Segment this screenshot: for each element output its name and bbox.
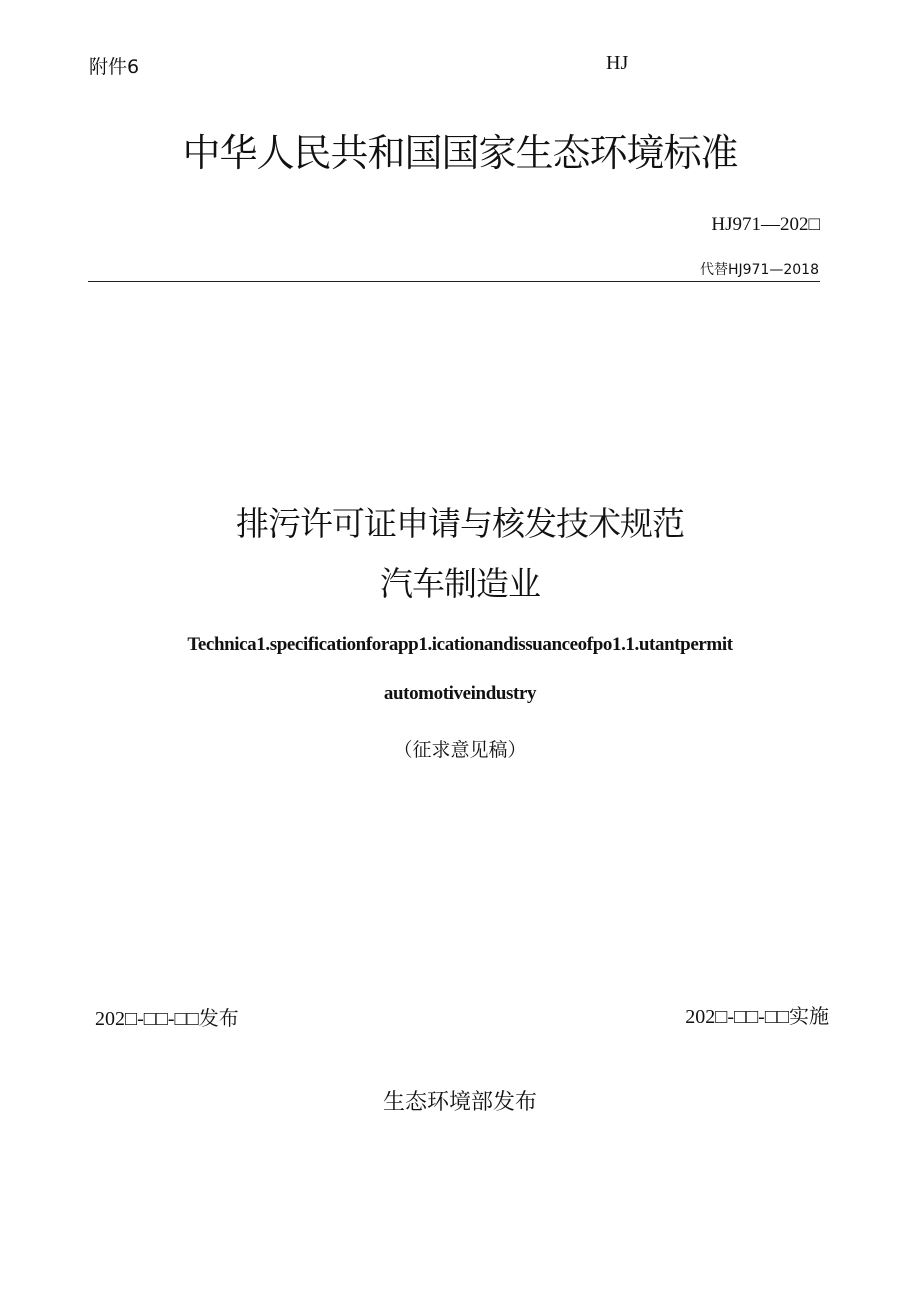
standard-number: HJ971—202□ xyxy=(711,214,820,235)
publisher: 生态环境部发布 xyxy=(382,1090,537,1115)
spec-title-line2: 汽车制造业 xyxy=(380,564,540,603)
english-title-line1: Technica1.specificationforapp1.icationandissuanceofpo1.1.utantpermit xyxy=(187,634,733,655)
replaces-standard: 代替HJ971—2018 xyxy=(699,262,819,278)
implementation-date: 202□-□□-□□实施 xyxy=(685,1006,829,1028)
standard-mark: HJ xyxy=(606,52,629,74)
attachment-label: 附件6 xyxy=(89,56,140,78)
english-title-line2: automotiveindustry xyxy=(383,683,537,704)
main-title: 中华人民共和国国家生态环境标准 xyxy=(182,131,738,175)
draft-note: （征求意见稿） xyxy=(393,739,527,761)
spec-title-line1: 排污许可证申请与核发技术规范 xyxy=(236,504,684,543)
issue-date: 202□-□□-□□发布 xyxy=(95,1008,239,1030)
header-divider xyxy=(88,281,820,282)
